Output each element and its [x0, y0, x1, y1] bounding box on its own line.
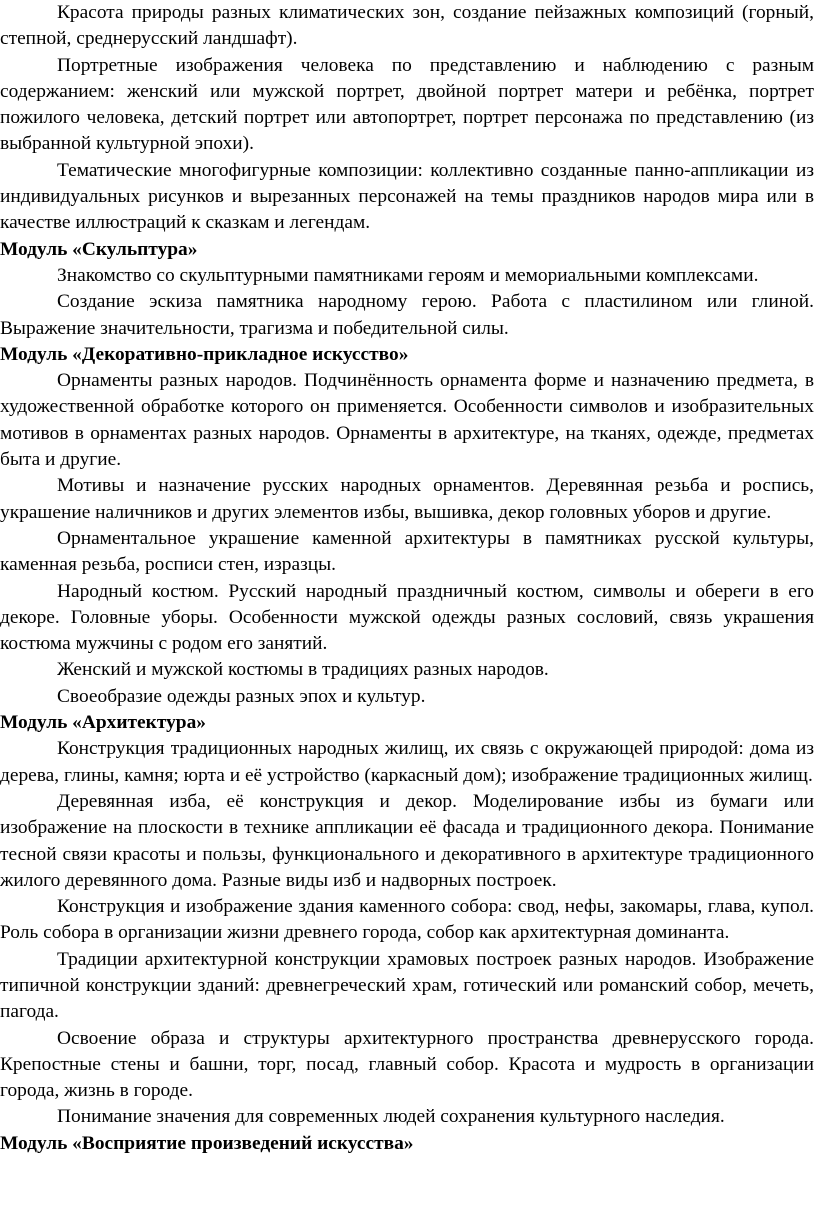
paragraph-wooden-izba: Деревянная изба, её конструкция и декор. Моделирование избы из бумаги или изображение на плоскости в технике аппликации её фасада и традиционного декора. Понимание тесной связи красоты и пользы, функционального и декоративного в архитектуре традиционного жилого деревянного дома. Разные виды изб и надворных построек. [0, 790, 814, 891]
section-heading-art-perception: Модуль «Восприятие произведений искусства» [0, 1132, 414, 1154]
section-heading-decorative-art: Модуль «Декоративно-прикладное искусство» [0, 343, 409, 365]
paragraph-clothing-eras: Своеобразие одежды разных эпох и культур. [57, 685, 426, 707]
paragraph-ancient-russian-city: Освоение образа и структуры архитектурного пространства древнерусского города. Крепостные стены и башни, торг, посад, главный собор. Красота и мудрость в организации города, жизнь в городе. [0, 1027, 814, 1102]
paragraph-sculpture-monuments: Знакомство со скульптурными памятниками героям и мемориальными комплексами. [57, 264, 759, 286]
paragraph-landscape-composition: Красота природы разных климатических зон, создание пейзажных композиций (горный, степной, среднерусский ландшафт). [0, 2, 814, 50]
paragraph-traditional-dwellings: Конструкция традиционных народных жилищ, их связь с окружающей природой: дома из дерева, глины, камня; юрта и её устройство (каркасный дом); изображение традиционных жилищ. [0, 738, 814, 786]
paragraph-ornaments-of-peoples: Орнаменты разных народов. Подчинённость орнамента форме и назначению предмета, в художественной обработке которого он применяется. Особенности символов и изобразительных мотивов в орнаментах разных народов. Орнаменты в архитектуре, на тканях, одежде, предметах быта и другие. [0, 370, 814, 471]
paragraph-cultural-heritage: Понимание значения для современных людей сохранения культурного наследия. [57, 1106, 725, 1128]
paragraph-portrait-images: Портретные изображения человека по представлению и наблюдению с разным содержанием: женский или мужской портрет, двойной портрет матери и ребёнка, портрет пожилого человека, детский портрет или автопортрет, портрет персонажа по представлению (из выбранной культурной эпохи). [0, 54, 814, 155]
paragraph-monument-sketch: Создание эскиза памятника народному герою. Работа с пластилином или глиной. Выражение значительности, трагизма и победительной силы. [0, 291, 814, 339]
section-heading-sculpture: Модуль «Скульптура» [0, 238, 198, 260]
paragraph-stone-architecture-ornament: Орнаментальное украшение каменной архитектуры в памятниках русской культуры, каменная резьба, росписи стен, изразцы. [0, 527, 814, 576]
paragraph-temple-traditions: Традиции архитектурной конструкции храмовых построек разных народов. Изображение типичной конструкции зданий: древнегреческий храм, готический или романский собор, мечеть, пагода. [0, 948, 814, 1023]
paragraph-folk-costume: Народный костюм. Русский народный праздничный костюм, символы и обереги в его декоре. Головные уборы. Особенности мужской одежды разных сословий, связь украшения костюма мужчины с родом его занятий. [0, 580, 814, 655]
paragraph-russian-ornaments: Мотивы и назначение русских народных орнаментов. Деревянная резьба и роспись, украшение наличников и других элементов избы, вышивка, декор головных уборов и другие. [0, 475, 814, 523]
paragraph-costumes-traditions: Женский и мужской костюмы в традициях разных народов. [57, 659, 549, 681]
paragraph-stone-cathedral: Конструкция и изображение здания каменного собора: свод, нефы, закомары, глава, купол. Роль собора в организации жизни древнего города, собор как архитектурная доминанта. [0, 896, 814, 944]
section-heading-architecture: Модуль «Архитектура» [0, 712, 206, 734]
paragraph-multi-figure-compositions: Тематические многофигурные композиции: коллективно созданные панно-аппликации из индивидуальных рисунков и вырезанных персонажей на темы праздников народов мира или в качестве иллюстраций к сказкам и легендам. [0, 159, 814, 234]
